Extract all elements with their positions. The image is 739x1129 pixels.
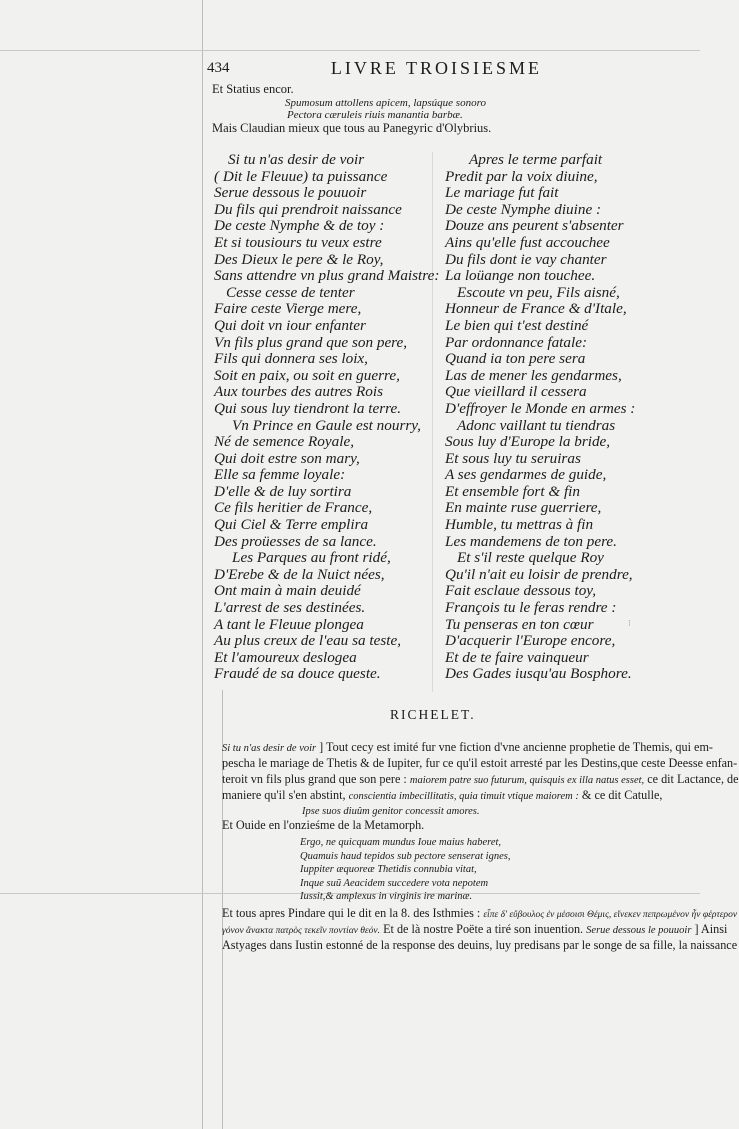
commentary-line: Astyages dans Iustin estonné de la response des deuins, luy predisans par le songe de sa fille, la naissance [222,938,738,952]
verse-line: Qu'il n'ait eu loisir de prendre, [445,565,633,583]
commentary-line [222,740,713,757]
verse-line: Elle sa femme loyale: [214,466,346,484]
ovid-line: Quamuis haud tepidos sub pectore senserat ignes, [300,850,511,862]
verse-line: Et ensemble fort & fin [445,482,580,500]
verse-line: Et sous luy tu seruiras [445,449,581,467]
verse-line: Le mariage fut fait [445,184,559,202]
commentary-text: ] Ainsi [694,922,728,936]
verse-line: Si tu n'as desir de voir [228,151,365,168]
verse-line: Et si tousiours tu veux estre [214,233,382,251]
verse-line: Du fils qui prendroit naissance [214,200,402,218]
catullus-quote: Ipse suos diuûm genitor concessit amores. [302,806,480,817]
top-rule [0,50,700,51]
verse-line: Et de te faire vainqueur [445,648,589,666]
verse-line: En mainte ruse guerriere, [445,499,602,517]
verse-line: De ceste Nymphe & de toy : [214,217,385,235]
verse-line: A tant le Fleuue plongea [214,615,364,633]
verse-line: Le bien qui t'est destiné [445,316,589,334]
commentary-line [222,922,728,940]
verse-line: Les Parques au front ridé, [232,549,391,567]
verse-line: Tu penseras en ton cœur [445,615,594,633]
verse-line: D'Erebe & de la Nuict nées, [214,565,385,583]
ovid-line: Ergo, ne quicquam mundus Ioue maius haberet, [300,837,502,848]
verse-line: Et l'amoureux deslogea [214,648,357,666]
commentary-text: maniere qu'il s'en abstint, [222,788,346,802]
verse-line: Sous luy d'Europe la bride, [445,433,611,451]
verse-line: Apres le terme parfait [469,151,603,168]
verse-line: Serue dessous le pouuoir [214,184,367,202]
verse-line: Qui Ciel & Terre emplira [214,516,369,534]
commentary-latin: conscientia imbecillitatis, quia timuit vtique maiorem : [348,791,579,802]
commentary-lemma: Si tu n'as desir de voir [222,743,317,754]
commentary-lemma: Serue dessous le pouuoir [586,925,692,936]
verse-line: Des proüesses de sa lance. [214,532,377,550]
poem-left-column [214,152,439,683]
intro-line: Et Statius encor. [212,82,294,96]
verse-line: Adonc vaillant tu tiendras [457,416,616,434]
commentary-line [222,906,738,924]
page-header [207,58,542,80]
commentary-line [222,772,739,789]
verse-line: Fils qui donnera ses loix, [214,350,368,368]
verse-line: Faire ceste Vierge mere, [214,300,362,318]
verse-line: ( Dit le Fleuue) ta puissance [214,167,388,185]
verse-line: Quand ia ton pere sera [445,350,586,368]
verse-line: Fait esclaue dessous toy, [445,582,597,600]
verse-line: Du fils dont ie vay chanter [445,250,607,268]
verse-line: D'elle & de luy sortira [214,482,352,500]
verse-line: Qui sous luy tiendront la terre. [214,399,402,417]
verse-line: Que vieillard il cessera [445,383,587,401]
commentary-text: Et de là nostre Poëte a tiré son inuention. [383,922,584,936]
verse-line: Et s'il reste quelque Roy [457,549,604,567]
commentary-line [222,788,684,805]
verse-line: Au plus creux de l'eau sa teste, [214,632,401,650]
commentary-text: teroit vn fils plus grand que son pere : [222,772,407,786]
statius-quote-line: Pectora cæruleis riuis manantia barbæ. [287,109,463,121]
page-number: 434 [207,60,230,76]
verse-line: Des Gades iusqu'au Bosphore. [445,665,632,683]
verse-line: D'effroyer le Monde en armes : [445,399,636,417]
ovid-quote [300,836,510,904]
verse-line: Les mandemens de ton pere. [445,532,617,550]
verse-line: Vn fils plus grand que son pere, [214,333,408,351]
verse-line: D'acquerir l'Europe encore, [445,632,616,650]
verse-line: Qui doit estre son mary, [214,449,360,467]
verse-line: Par ordonnance fatale: [445,333,588,351]
verse-line: Fraudé de sa douce queste. [214,665,381,683]
verse-line: Ains qu'elle fust accouchee [445,233,610,251]
verse-line: Escoute vn peu, Fils aisné, [457,283,620,301]
ovid-line: Inque suũ Aeacidem succedere vota nepotem [300,877,489,889]
verse-line: Las de mener les gendarmes, [445,366,622,384]
verse-line: La loüange non touchee. [445,267,596,285]
commentary-greek: γόνον ἄνακτα πατρὸς τεκεῖν ποντίαν θεόν. [222,926,381,936]
commentary-heading: RICHELET. [390,707,476,722]
verse-line: Soit en paix, ou soit en guerre, [214,366,400,384]
commentary-line: Et Ouide en l'onzieśme de la Metamorph. [222,818,425,832]
left-margin-rule [202,0,203,1129]
ovid-line: Iuppiter æquoreæ Thetidis connubia vitat, [300,864,477,875]
verse-line: Cesse cesse de tenter [226,283,355,301]
margin-mark: ⁝ [628,618,631,628]
commentary-text: ce dit Lactance, de [647,772,739,786]
ovid-line: Iussit,& amplexus in virginis ire marinæ. [300,891,473,902]
verse-line: Aux tourbes des autres Rois [214,383,384,401]
commentary-text: ] Tout cecy est imité fur vne fiction d'vne ancienne prophetie de Themis, qui em- [319,740,713,754]
verse-line: Sans attendre vn plus grand Maistre: [214,267,440,285]
intro-line: Mais Claudian mieux que tous au Panegyric d'Olybrius. [212,121,492,135]
verse-line: Honneur de France & d'Itale, [445,300,627,318]
verse-line: Né de semence Royale, [214,433,354,451]
commentary-line: pescha le mariage de Thetis & de Iupiter, fur ce qu'il estoit arresté par les Destins,que ceste Deesse enfan- [222,756,738,770]
verse-line: Ont main à main deuidé [214,582,361,600]
verse-line: Humble, tu mettras à fin [445,516,594,534]
verse-line: A ses gendarmes de guide, [445,466,607,484]
verse-line: Ce fils heritier de France, [214,499,373,517]
statius-quote-line: Spumosum attollens apicem, lapsúque sonoro [285,97,486,109]
verse-line: Qui doit vn iour enfanter [214,316,366,334]
verse-line: De ceste Nymphe diuine : [445,200,602,218]
verse-line: Predit par la voix diuine, [445,167,598,185]
verse-line: Douze ans peurent s'absenter [445,217,624,235]
verse-line: L'arrest de ses destinées. [214,599,366,617]
verse-line: Des Dieux le pere & le Roy, [214,250,384,268]
verse-line: François tu le feras rendre : [445,599,617,617]
commentary-text: & ce dit Catulle, [581,788,663,802]
commentary-latin: maiorem patre suo futurum, quisquis ex illa natus esset, [409,775,645,786]
commentary-greek: εἶπε δ' εὔβουλος ἐν μέσοισι Θέμις, εἵνεκεν πεπρωμένον ἦν φέρτερον [483,910,738,920]
poem-right-column [445,152,635,683]
commentary-text: Et tous apres Pindare qui le dit en la 8. des Isthmies : [222,906,481,920]
running-head: LIVRE TROISIESME [330,58,542,78]
verse-line: Vn Prince en Gaule est nourry, [232,416,421,434]
